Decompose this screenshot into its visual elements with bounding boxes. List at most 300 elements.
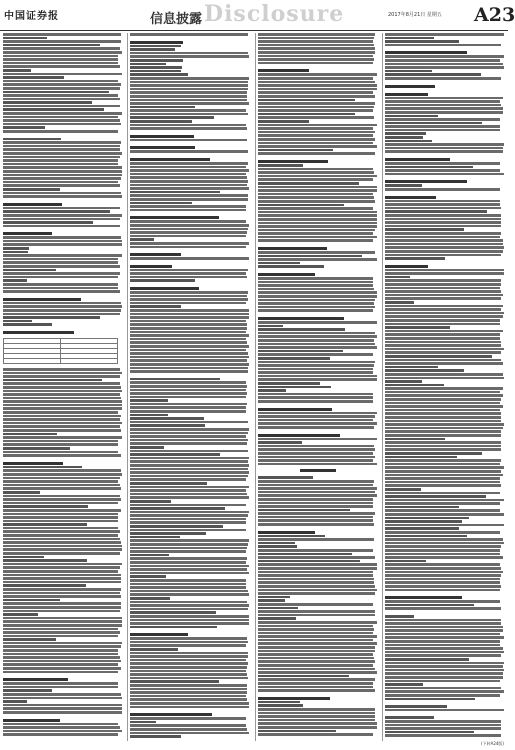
text-line: [130, 187, 249, 190]
text-line: [385, 567, 502, 570]
text-line: [385, 412, 502, 415]
text-line: [130, 106, 195, 109]
text-line: [130, 298, 248, 301]
text-line: [385, 596, 462, 599]
text-line: [3, 552, 120, 555]
paper-name: 中国证券报: [4, 11, 59, 22]
text-line: [258, 599, 286, 602]
text-line: [385, 348, 504, 351]
text-line: [258, 299, 376, 302]
text-line: [385, 100, 500, 103]
text-line: [258, 585, 376, 588]
text-line: [258, 127, 373, 130]
text-line: [385, 93, 428, 96]
text-line: [3, 447, 70, 450]
text-line: [3, 166, 122, 169]
text-line: [3, 272, 120, 275]
text-line: [130, 554, 168, 557]
text-line: [385, 122, 482, 125]
text-line: [3, 37, 47, 40]
paragraph-gap: [130, 154, 250, 157]
text-line: [130, 338, 245, 341]
text-line: [258, 306, 376, 309]
text-line: [385, 463, 500, 466]
text-line: [130, 120, 191, 123]
text-line: [3, 236, 121, 239]
text-line: [385, 405, 503, 408]
text-line: [258, 149, 334, 152]
text-line: [3, 454, 121, 457]
text-line: [3, 397, 121, 400]
text-line: [385, 377, 504, 380]
text-line: [3, 331, 74, 334]
table-cell: [4, 358, 61, 363]
paragraph-gap: [130, 37, 250, 40]
text-line: [130, 597, 170, 600]
text-line: [385, 359, 502, 362]
paragraph-gap: [385, 701, 505, 704]
text-line: [3, 726, 120, 729]
text-line: [3, 653, 118, 656]
text-line: [258, 498, 373, 501]
text-line: [130, 410, 245, 413]
text-line: [385, 207, 502, 210]
text-line: [130, 291, 248, 294]
text-line: [258, 603, 373, 606]
text-line: [385, 466, 504, 469]
text-line: [258, 553, 353, 556]
text-line: [385, 218, 502, 221]
text-line: [258, 535, 325, 538]
text-line: [3, 174, 122, 177]
text-line: [3, 660, 121, 663]
text-line: [3, 188, 60, 191]
text-line: [3, 258, 118, 261]
text-line: [3, 541, 121, 544]
text-line: [385, 680, 500, 683]
paragraph-gap: [258, 243, 378, 246]
text-line: [258, 335, 377, 338]
text-line: [385, 132, 426, 135]
text-line: [130, 619, 249, 622]
text-line: [385, 506, 460, 509]
text-line: [3, 631, 120, 634]
text-line: [130, 482, 207, 485]
text-line: [130, 389, 245, 392]
text-line: [130, 721, 155, 724]
text-line: [3, 443, 118, 446]
text-line: [258, 715, 376, 718]
text-line: [130, 713, 212, 716]
text-line: [258, 328, 346, 331]
text-line: [258, 47, 376, 50]
text-line: [385, 59, 500, 62]
text-line: [130, 352, 248, 355]
text-line: [258, 138, 376, 141]
text-line: [258, 509, 351, 512]
text-line: [3, 638, 56, 641]
text-line: [3, 243, 122, 246]
text-line: [130, 367, 248, 370]
text-line: [130, 536, 179, 539]
text-line: [3, 65, 120, 68]
text-line: [385, 716, 434, 719]
text-line: [258, 614, 376, 617]
paragraph-gap: [3, 458, 123, 461]
text-line: [385, 484, 502, 487]
text-line: [3, 203, 62, 206]
text-line: [3, 404, 122, 407]
text-line: [130, 608, 248, 611]
text-line: [385, 366, 438, 369]
text-line: [3, 487, 121, 490]
text-line: [385, 441, 502, 444]
text-line: [385, 633, 500, 636]
text-line: [130, 166, 245, 169]
text-line: [258, 55, 373, 58]
text-line: [130, 320, 245, 323]
text-line: [3, 433, 57, 436]
text-line: [385, 545, 502, 548]
text-line: [385, 672, 503, 675]
text-line: [3, 610, 120, 613]
text-line: [385, 162, 500, 165]
text-line: [385, 77, 502, 80]
text-line: [130, 272, 245, 275]
text-line: [385, 542, 504, 545]
text-line: [258, 697, 330, 700]
text-line: [3, 502, 118, 505]
text-line: [258, 168, 373, 171]
text-line: [130, 622, 249, 625]
text-line: [3, 595, 121, 598]
text-line: [385, 622, 502, 625]
text-line: [3, 33, 121, 36]
text-line: [3, 309, 121, 312]
text-line: [258, 567, 377, 570]
text-line: [130, 202, 191, 205]
text-line: [385, 97, 503, 100]
text-line: [258, 84, 377, 87]
text-line: [258, 571, 373, 574]
text-line: [3, 570, 118, 573]
text-line: [3, 44, 100, 47]
text-line: [258, 642, 377, 645]
text-line: [385, 250, 503, 253]
text-line: [385, 115, 438, 118]
text-line: [130, 684, 247, 687]
text-line: [258, 722, 377, 725]
text-line: [258, 81, 376, 84]
text-line: [3, 534, 118, 537]
text-line: [385, 279, 502, 282]
text-line: [385, 509, 500, 512]
text-line: [385, 651, 504, 654]
text-line: [130, 302, 245, 305]
text-line: [258, 386, 331, 389]
text-line: [130, 399, 167, 402]
text-line: [3, 76, 64, 79]
paragraph-gap: [385, 592, 505, 595]
text-line: [130, 698, 247, 701]
text-line: [130, 99, 247, 102]
text-line: [258, 556, 376, 559]
text-line: [130, 471, 249, 474]
text-line: [258, 542, 295, 545]
text-line: [385, 474, 503, 477]
text-line: [258, 357, 330, 360]
text-line: [385, 553, 500, 556]
text-line: [130, 198, 248, 201]
text-line: [258, 441, 302, 444]
text-line: [130, 439, 248, 442]
text-line: [258, 200, 376, 203]
text-line: [3, 51, 122, 54]
text-line: [258, 295, 377, 298]
text-line: [3, 73, 122, 76]
text-line: [3, 148, 120, 151]
text-line: [3, 195, 122, 198]
text-line: [130, 586, 245, 589]
text-line: [3, 207, 120, 210]
text-line: [130, 253, 181, 256]
text-line: [258, 62, 373, 65]
text-line: [130, 446, 164, 449]
text-line: [130, 52, 248, 55]
text-line: [258, 610, 376, 613]
text-line: [385, 136, 423, 139]
continued-notice: (下转A24版): [481, 741, 504, 746]
text-line: [130, 113, 248, 116]
text-line: [258, 116, 375, 119]
text-line: [258, 494, 377, 497]
text-line: [130, 475, 248, 478]
text-line: [3, 313, 120, 316]
text-line: [3, 530, 120, 533]
text-line: [130, 127, 247, 130]
text-line: [385, 143, 504, 146]
text-line: [130, 135, 194, 138]
text-line: [3, 62, 118, 65]
text-line: [258, 309, 373, 312]
text-line: [258, 222, 377, 225]
text-line: [3, 484, 120, 487]
text-line: [3, 40, 121, 43]
text-line: [130, 659, 245, 662]
text-line: [3, 520, 118, 523]
text-line: [258, 277, 373, 280]
text-line: [258, 262, 300, 265]
text-line: [130, 313, 249, 316]
text-line: [258, 653, 373, 656]
text-line: [385, 513, 504, 516]
text-line: [3, 254, 122, 257]
text-line: [3, 556, 44, 559]
text-line: [385, 55, 504, 58]
text-line: [3, 693, 121, 696]
text-line: [258, 621, 377, 624]
text-line: [385, 571, 503, 574]
text-line: [3, 606, 121, 609]
text-line: [258, 346, 377, 349]
text-line: [258, 69, 310, 72]
text-line: [385, 662, 504, 665]
text-line: [130, 464, 249, 467]
section-heading: [300, 469, 336, 472]
text-line: [258, 106, 375, 109]
text-line: [3, 559, 87, 562]
text-line: [258, 639, 373, 642]
text-line: [385, 420, 502, 423]
text-line: [3, 91, 109, 94]
column-4: [382, 33, 505, 741]
text-line: [258, 124, 377, 127]
text-line: [3, 548, 122, 551]
text-line: [258, 678, 376, 681]
text-line: [258, 516, 373, 519]
text-line: [130, 457, 249, 460]
text-line: [385, 619, 502, 622]
text-line: [258, 664, 373, 667]
text-line: [3, 462, 63, 465]
text-line: [130, 363, 249, 366]
text-line: [130, 184, 247, 187]
text-line: [258, 193, 373, 196]
text-line: [3, 707, 122, 710]
text-line: [3, 577, 121, 580]
section-title: 信息披露: [150, 12, 203, 27]
text-line: [258, 95, 376, 98]
text-line: [130, 235, 245, 238]
text-line: [385, 283, 502, 286]
text-line: [385, 416, 502, 419]
text-line: [385, 724, 502, 727]
text-line: [130, 109, 245, 112]
text-line: [258, 91, 373, 94]
text-line: [3, 302, 121, 305]
text-line: [130, 489, 245, 492]
text-line: [385, 640, 500, 643]
text-line: [3, 379, 102, 382]
text-line: [385, 698, 475, 701]
text-line: [258, 131, 376, 134]
text-line: [130, 63, 166, 66]
text-line: [258, 574, 373, 577]
paragraph-gap: [385, 611, 505, 614]
text-line: [130, 670, 245, 673]
text-line: [258, 396, 373, 399]
text-line: [258, 733, 373, 736]
text-line: [258, 480, 375, 483]
text-line: [258, 545, 298, 548]
text-line: [130, 673, 247, 676]
paragraph-gap: [258, 269, 378, 272]
text-line: [130, 504, 245, 507]
text-line: [3, 429, 121, 432]
text-line: [258, 73, 377, 76]
text-line: [385, 481, 500, 484]
paragraph-gap: [258, 404, 378, 407]
masthead: [0, 0, 515, 31]
text-line: [130, 88, 248, 91]
column-3-text: [258, 33, 378, 736]
text-line: [385, 430, 502, 433]
text-line: [385, 140, 432, 143]
text-line: [3, 613, 38, 616]
text-line: [385, 720, 502, 723]
paragraph-gap: [258, 430, 378, 433]
text-line: [258, 247, 328, 250]
text-line: [130, 421, 248, 424]
text-line: [258, 291, 377, 294]
paragraph-gap: [130, 374, 250, 377]
text-line: [385, 690, 504, 693]
text-line: [3, 730, 122, 733]
text-line: [385, 369, 464, 372]
text-line: [130, 378, 220, 381]
text-line: [130, 33, 248, 36]
text-line: [3, 473, 122, 476]
text-line: [130, 732, 249, 735]
text-line: [385, 323, 500, 326]
text-line: [258, 142, 373, 145]
text-line: [385, 254, 502, 257]
text-line: [258, 332, 376, 335]
text-line: [385, 63, 503, 66]
text-line: [258, 145, 377, 148]
text-line: [258, 592, 376, 595]
text-line: [130, 257, 249, 260]
text-line: [385, 243, 503, 246]
text-line: [3, 700, 27, 703]
text-line: [3, 305, 122, 308]
text-line: [3, 323, 52, 326]
text-line: [3, 116, 118, 119]
text-line: [385, 452, 482, 455]
text-line: [130, 356, 249, 359]
text-line: [130, 116, 214, 119]
text-line: [385, 502, 500, 505]
text-line: [258, 186, 377, 189]
text-line: [385, 305, 503, 308]
text-line: [130, 453, 220, 456]
text-line: [385, 615, 414, 618]
text-line: [258, 393, 373, 396]
text-line: [258, 434, 341, 437]
text-line: [385, 125, 500, 128]
text-line: [3, 372, 122, 375]
text-line: [385, 158, 450, 161]
text-line: [3, 719, 60, 722]
text-line: [385, 315, 503, 318]
text-line: [258, 596, 290, 599]
text-line: [130, 583, 245, 586]
text-line: [3, 87, 120, 90]
paragraph-gap: [130, 131, 250, 134]
text-line: [258, 350, 343, 353]
text-line: [130, 735, 181, 738]
text-line: [258, 102, 376, 105]
text-line: [258, 523, 375, 526]
column-3: [255, 33, 378, 741]
text-line: [130, 70, 181, 73]
text-line: [258, 378, 377, 381]
column-2-text: [130, 33, 250, 738]
text-line: [385, 456, 457, 459]
text-line: [385, 129, 500, 132]
text-line: [130, 102, 249, 105]
text-line: [258, 37, 375, 40]
